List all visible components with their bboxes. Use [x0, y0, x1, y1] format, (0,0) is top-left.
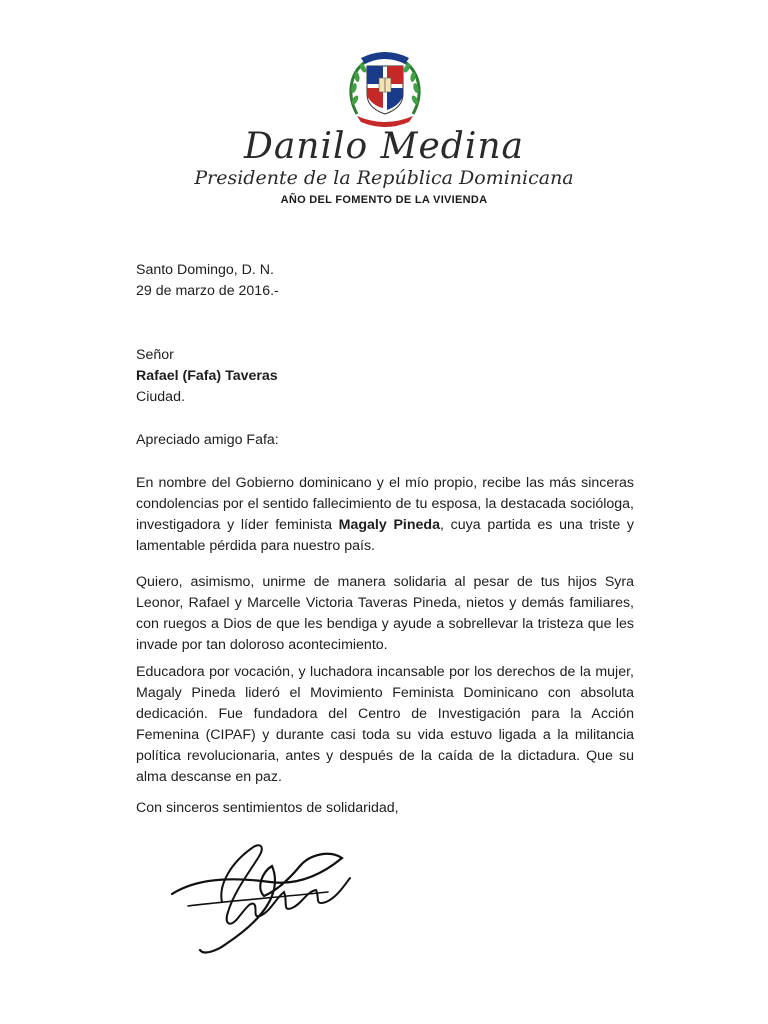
- recipient-name: Rafael (Fafa) Taveras: [136, 368, 278, 384]
- paragraph-condolences: [136, 473, 634, 557]
- closing: Con sinceros sentimientos de solidaridad,: [136, 800, 399, 816]
- sender-title: Presidente de la República Dominicana: [194, 167, 574, 189]
- date: 29 de marzo de 2016.-: [136, 283, 279, 299]
- recipient-city: Ciudad.: [136, 389, 185, 405]
- handwritten-signature: [160, 832, 360, 962]
- paragraph-solidarity: Quiero, asimismo, unirme de manera solidaria al pesar de tus hijos Syra Leonor, Rafael y Marcelle Victoria Taveras Pineda, nietos y demás familiares, con ruegos a Dios de que les bendiga y ayude a sobrellevar la tristeza que les invade por tan doloroso acontecimiento.: [136, 574, 634, 653]
- place-date-block: [136, 260, 634, 302]
- recipient-block: [136, 345, 634, 408]
- paragraph-1-after: , cuya partida es una triste y lamentable pérdida para nuestro país.: [136, 517, 635, 554]
- paragraph-tribute: Educadora por vocación, y luchadora incansable por los derechos de la mujer, Magaly Pineda lideró el Movimiento Feminista Dominicano con absoluta dedicación. Fue fundadora del Centro de Investigación para la Acción Femenina (CIPAF) y durante casi toda su vida estuvo ligada a la militancia política revolucionaria, antes y después de la caída de la dictadura. Que su alma descanse en paz.: [136, 664, 634, 785]
- deceased-name: Magaly Pineda: [338, 517, 440, 533]
- place: Santo Domingo, D. N.: [136, 262, 274, 278]
- paragraph-1-before: En nombre del Gobierno dominicano y el mío propio, recibe las más sinceras condolencias por el sentido fallecimiento de tu esposa, la destacada socióloga, investigadora y líder feminista: [136, 475, 634, 533]
- sender-name: Danilo Medina: [243, 126, 525, 167]
- year-motto: AÑO DEL FOMENTO DE LA VIVIENDA: [280, 194, 488, 206]
- coat-of-arms-icon: [343, 44, 427, 128]
- greeting: Apreciado amigo Fafa:: [136, 432, 279, 448]
- recipient-salutation-title: Señor: [136, 347, 174, 363]
